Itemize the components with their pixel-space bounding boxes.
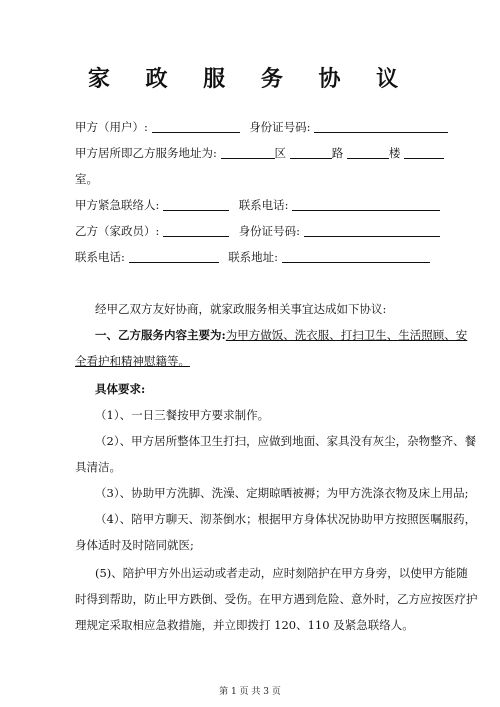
item-2: （2）、甲方居所整体卫生打扫，应做到地面、家具没有灰尘，杂物整齐、餐 [95, 434, 477, 448]
district-blank[interactable] [221, 146, 275, 159]
item-1: （1）、一日三餐按甲方要求制作。 [95, 408, 270, 422]
party-b-label: 乙方（家政员）: [75, 224, 160, 238]
document-title: 家 政 服 务 协 议 [87, 66, 413, 92]
id-label-1: 身份证号码: [249, 120, 311, 134]
emergency-blank[interactable] [163, 198, 229, 211]
road-blank[interactable] [290, 146, 332, 159]
phone-blank-2[interactable] [129, 250, 219, 263]
road-label: 路 [331, 146, 344, 160]
phone-blank-1[interactable] [292, 198, 440, 211]
section1-content-a: 为甲方做饭、洗衣服、打扫卫生、生活照顾、安 [225, 328, 468, 342]
building-label: 楼 [388, 146, 401, 160]
phone-label-2: 联系电话: [75, 250, 125, 264]
district-label: 区 [274, 146, 287, 160]
address-blank-2[interactable] [282, 250, 430, 263]
item-5-cont2: 理规定采取相应急救措施，并立即拨打 120、110 及紧急联络人。 [75, 618, 414, 632]
room-row [75, 171, 98, 187]
address-label-2: 联系地址: [228, 250, 279, 264]
phone-label-1: 联系电话: [238, 198, 289, 212]
emergency-row [75, 197, 440, 213]
item-2-cont: 具清洁。 [75, 460, 121, 474]
requirements-heading: 具体要求: [95, 382, 146, 396]
section1-line1 [95, 327, 467, 343]
intro-text: 经甲乙双方友好协商，就家政服务相关事宜达成如下协议: [95, 302, 387, 316]
page-footer: 第 1 页 共 3 页 [219, 687, 281, 697]
id-blank-2[interactable] [304, 224, 440, 237]
section1-heading: 一、乙方服务内容主要为: [95, 328, 226, 342]
section1-line2 [75, 353, 190, 369]
contact-row [75, 249, 430, 265]
item-5-cont1: 时得到帮助，防止甲方跌倒、受伤。在甲方遇到危险、意外时，乙方应按医疗护 [75, 592, 478, 606]
id-blank-1[interactable] [314, 120, 448, 133]
party-a-row [75, 119, 448, 135]
section1-content-b: 全看护和精神慰籍等。 [75, 354, 190, 368]
party-b-blank[interactable] [163, 224, 229, 237]
room-label: 室。 [75, 172, 98, 186]
party-a-blank[interactable] [152, 120, 240, 133]
item-3: （3）、协助甲方洗脚、洗澡、定期晾晒被褥；为甲方洗涤衣物及床上用品; [95, 486, 469, 500]
item-4-cont: 身体适时及时陪同就医; [75, 538, 194, 552]
emergency-label: 甲方紧急联络人: [75, 198, 160, 212]
party-a-label: 甲方（用户）: [75, 120, 148, 134]
address-row [75, 145, 444, 161]
party-b-row [75, 223, 440, 239]
room-blank[interactable] [404, 146, 444, 159]
item-5: (5)、陪护甲方外出运动或者走动，应时刻陪护在甲方身旁，以使甲方能随 [95, 566, 468, 580]
item-4: （4）、陪甲方聊天、沏茶倒水；根据甲方身体状况协助甲方按照医嘱服药， [95, 512, 477, 526]
id-label-2: 身份证号码: [238, 224, 301, 238]
building-blank[interactable] [347, 146, 389, 159]
address-label: 甲方居所即乙方服务地址为: [75, 146, 217, 160]
